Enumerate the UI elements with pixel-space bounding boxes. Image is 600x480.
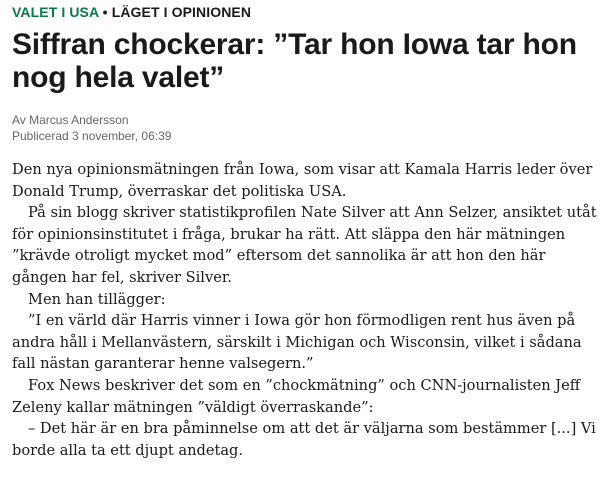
kicker-section-link[interactable]: VALET I USA [12, 4, 99, 20]
kicker-separator: • [102, 4, 108, 20]
publish-date: Publicerad 3 november, 06:39 [12, 129, 172, 143]
kicker-topic-link[interactable]: LÄGET I OPINIONEN [111, 4, 252, 20]
body-paragraph: Men han tillägger: [28, 290, 166, 308]
kicker [12, 4, 251, 20]
body-quote: ”I en värld där Harris vinner i Iowa gör hon förmodligen rent hus även på andra håll i Mellanvästern, särskilt i Michigan och Wisconsin, vilket i sådana fall nästan garanterar henne valsegern.” [12, 312, 582, 373]
article-body [12, 159, 600, 461]
body-paragraph: Den nya opinionsmätningen från Iowa, som visar att Kamala Harris leder över Donald Trump, överraskar det politiska USA. [12, 161, 593, 200]
byline: Av Marcus Andersson [12, 113, 129, 127]
body-paragraph: På sin blogg skriver statistikprofilen Nate Silver att Ann Selzer, ansiktet utåt för opinionsinstitutet i fråga, brukar ha rätt. Att släppa den här mätningen ”krävde otroligt mycket mod” eftersom det sannolika är att hon den här gången har fel, skriver Silver. [12, 204, 597, 286]
body-quote: – Det här är en bra påminnelse om att det är väljarna som bestämmer [...] Vi borde alla ta ett djupt andetag. [12, 420, 596, 459]
body-paragraph: Fox News beskriver det som en ”chockmätning” och CNN-journalisten Jeff Zeleny kallar mätningen ”väldigt överraskande”: [12, 376, 581, 416]
article-headline: Siffran chockerar: ”Tar hon Iowa tar hon nog hela valet” [12, 28, 577, 94]
